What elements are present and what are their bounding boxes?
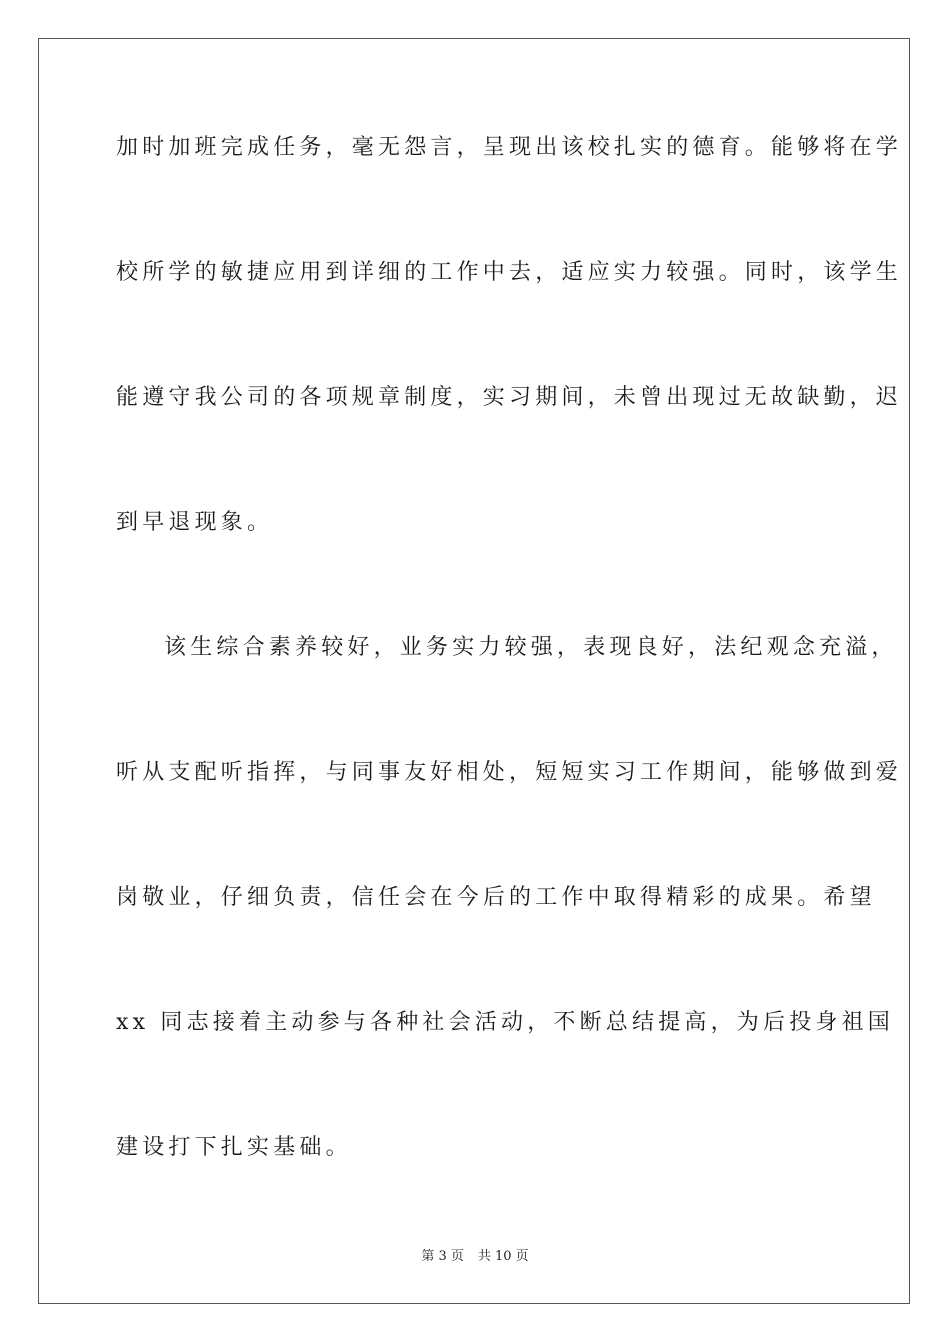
text-line-8: xx 同志接着主动参与各种社会活动，不断总结提高，为后投身祖国 [116,1010,895,1035]
page-footer [0,1248,950,1266]
text-line-4: 到早退现象。 [116,510,274,535]
page-border [38,38,910,1304]
text-line-9: 建设打下扎实基础。 [116,1135,352,1160]
text-line-5-paragraph-start: 该生综合素养较好，业务实力较强，表现良好，法纪观念充溢， [164,635,898,660]
text-line-6: 听从支配听指挥，与同事友好相处，短短实习工作期间，能够做到爱 [116,760,903,785]
page-total: 共 10 页 [477,1249,529,1264]
text-line-3: 能遵守我公司的各项规章制度，实习期间，未曾出现过无故缺勤，迟 [116,385,903,410]
text-line-2: 校所学的敏捷应用到详细的工作中去，适应实力较强。同时，该学生 [116,260,903,285]
text-line-1: 加时加班完成任务，毫无怨言，呈现出该校扎实的德育。能够将在学 [116,135,903,160]
page-number: 第 3 页 [421,1249,464,1264]
text-line-7: 岗敬业，仔细负责，信任会在今后的工作中取得精彩的成果。希望 [116,885,876,910]
